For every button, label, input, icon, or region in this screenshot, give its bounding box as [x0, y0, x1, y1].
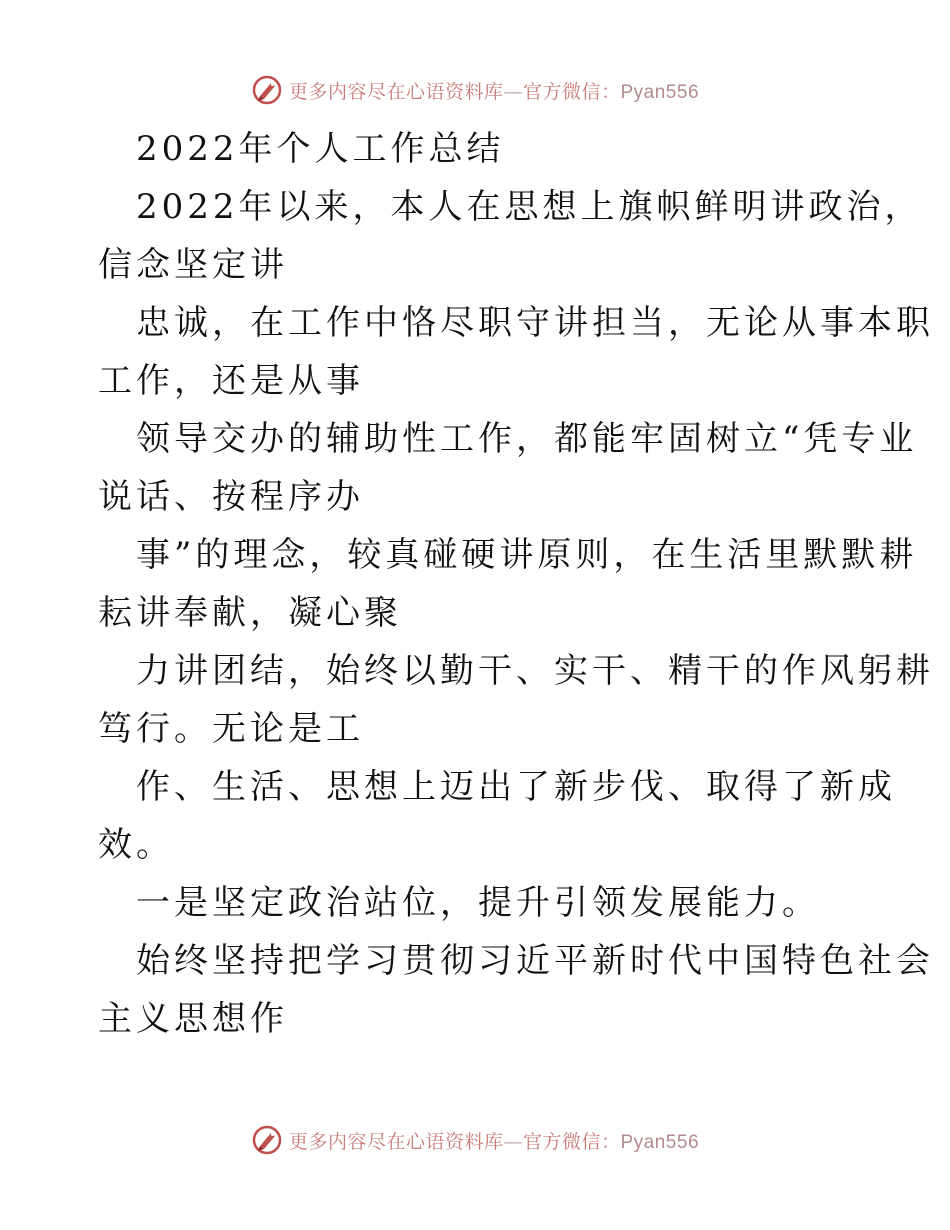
watermark-dash: — — [503, 80, 523, 103]
pen-logo-icon — [251, 1124, 283, 1156]
document-body — [98, 120, 934, 1048]
watermark-text — [289, 1127, 699, 1154]
document-line: 工作，还是从事 — [98, 361, 364, 401]
document-line: 一是坚定政治站位，提升引领发展能力。 — [136, 883, 820, 923]
document-line: 忠诚，在工作中恪尽职守讲担当，无论从事本职 — [136, 303, 934, 343]
watermark-wechat-label: 官方微信： — [522, 80, 621, 103]
document-line: 领导交办的辅助性工作，都能牢固树立“凭专业 — [136, 419, 918, 459]
footer-watermark — [0, 1120, 950, 1160]
watermark-text — [289, 77, 699, 104]
watermark-wechat-id: Pyan556 — [620, 81, 700, 103]
header-watermark — [0, 70, 950, 110]
document-line: 效。 — [98, 825, 174, 865]
watermark-dash: — — [503, 1130, 523, 1153]
document-line: 事”的理念，较真碰硬讲原则，在生活里默默耕 — [136, 535, 918, 575]
document-line: 作、生活、思想上迈出了新步伐、取得了新成 — [136, 767, 896, 807]
pen-logo-icon — [251, 74, 283, 106]
document-line: 主义思想作 — [98, 999, 288, 1039]
watermark-brand: 更多内容尽在心语资料库 — [288, 80, 504, 103]
document-line: 2022年以来，本人在思想上旗帜鲜明讲政治， — [136, 187, 923, 227]
document-line: 耘讲奉献，凝心聚 — [98, 593, 402, 633]
document-line: 信念坚定讲 — [98, 245, 288, 285]
watermark-brand: 更多内容尽在心语资料库 — [288, 1130, 504, 1153]
document-title: 2022年个人工作总结 — [136, 129, 505, 169]
watermark-wechat-id: Pyan556 — [620, 1131, 700, 1153]
document-line: 始终坚持把学习贯彻习近平新时代中国特色社会 — [136, 941, 934, 981]
document-line: 说话、按程序办 — [98, 477, 364, 517]
document-line: 力讲团结，始终以勤干、实干、精干的作风躬耕 — [136, 651, 934, 691]
document-line: 笃行。无论是工 — [98, 709, 364, 749]
watermark-wechat-label: 官方微信： — [522, 1130, 621, 1153]
